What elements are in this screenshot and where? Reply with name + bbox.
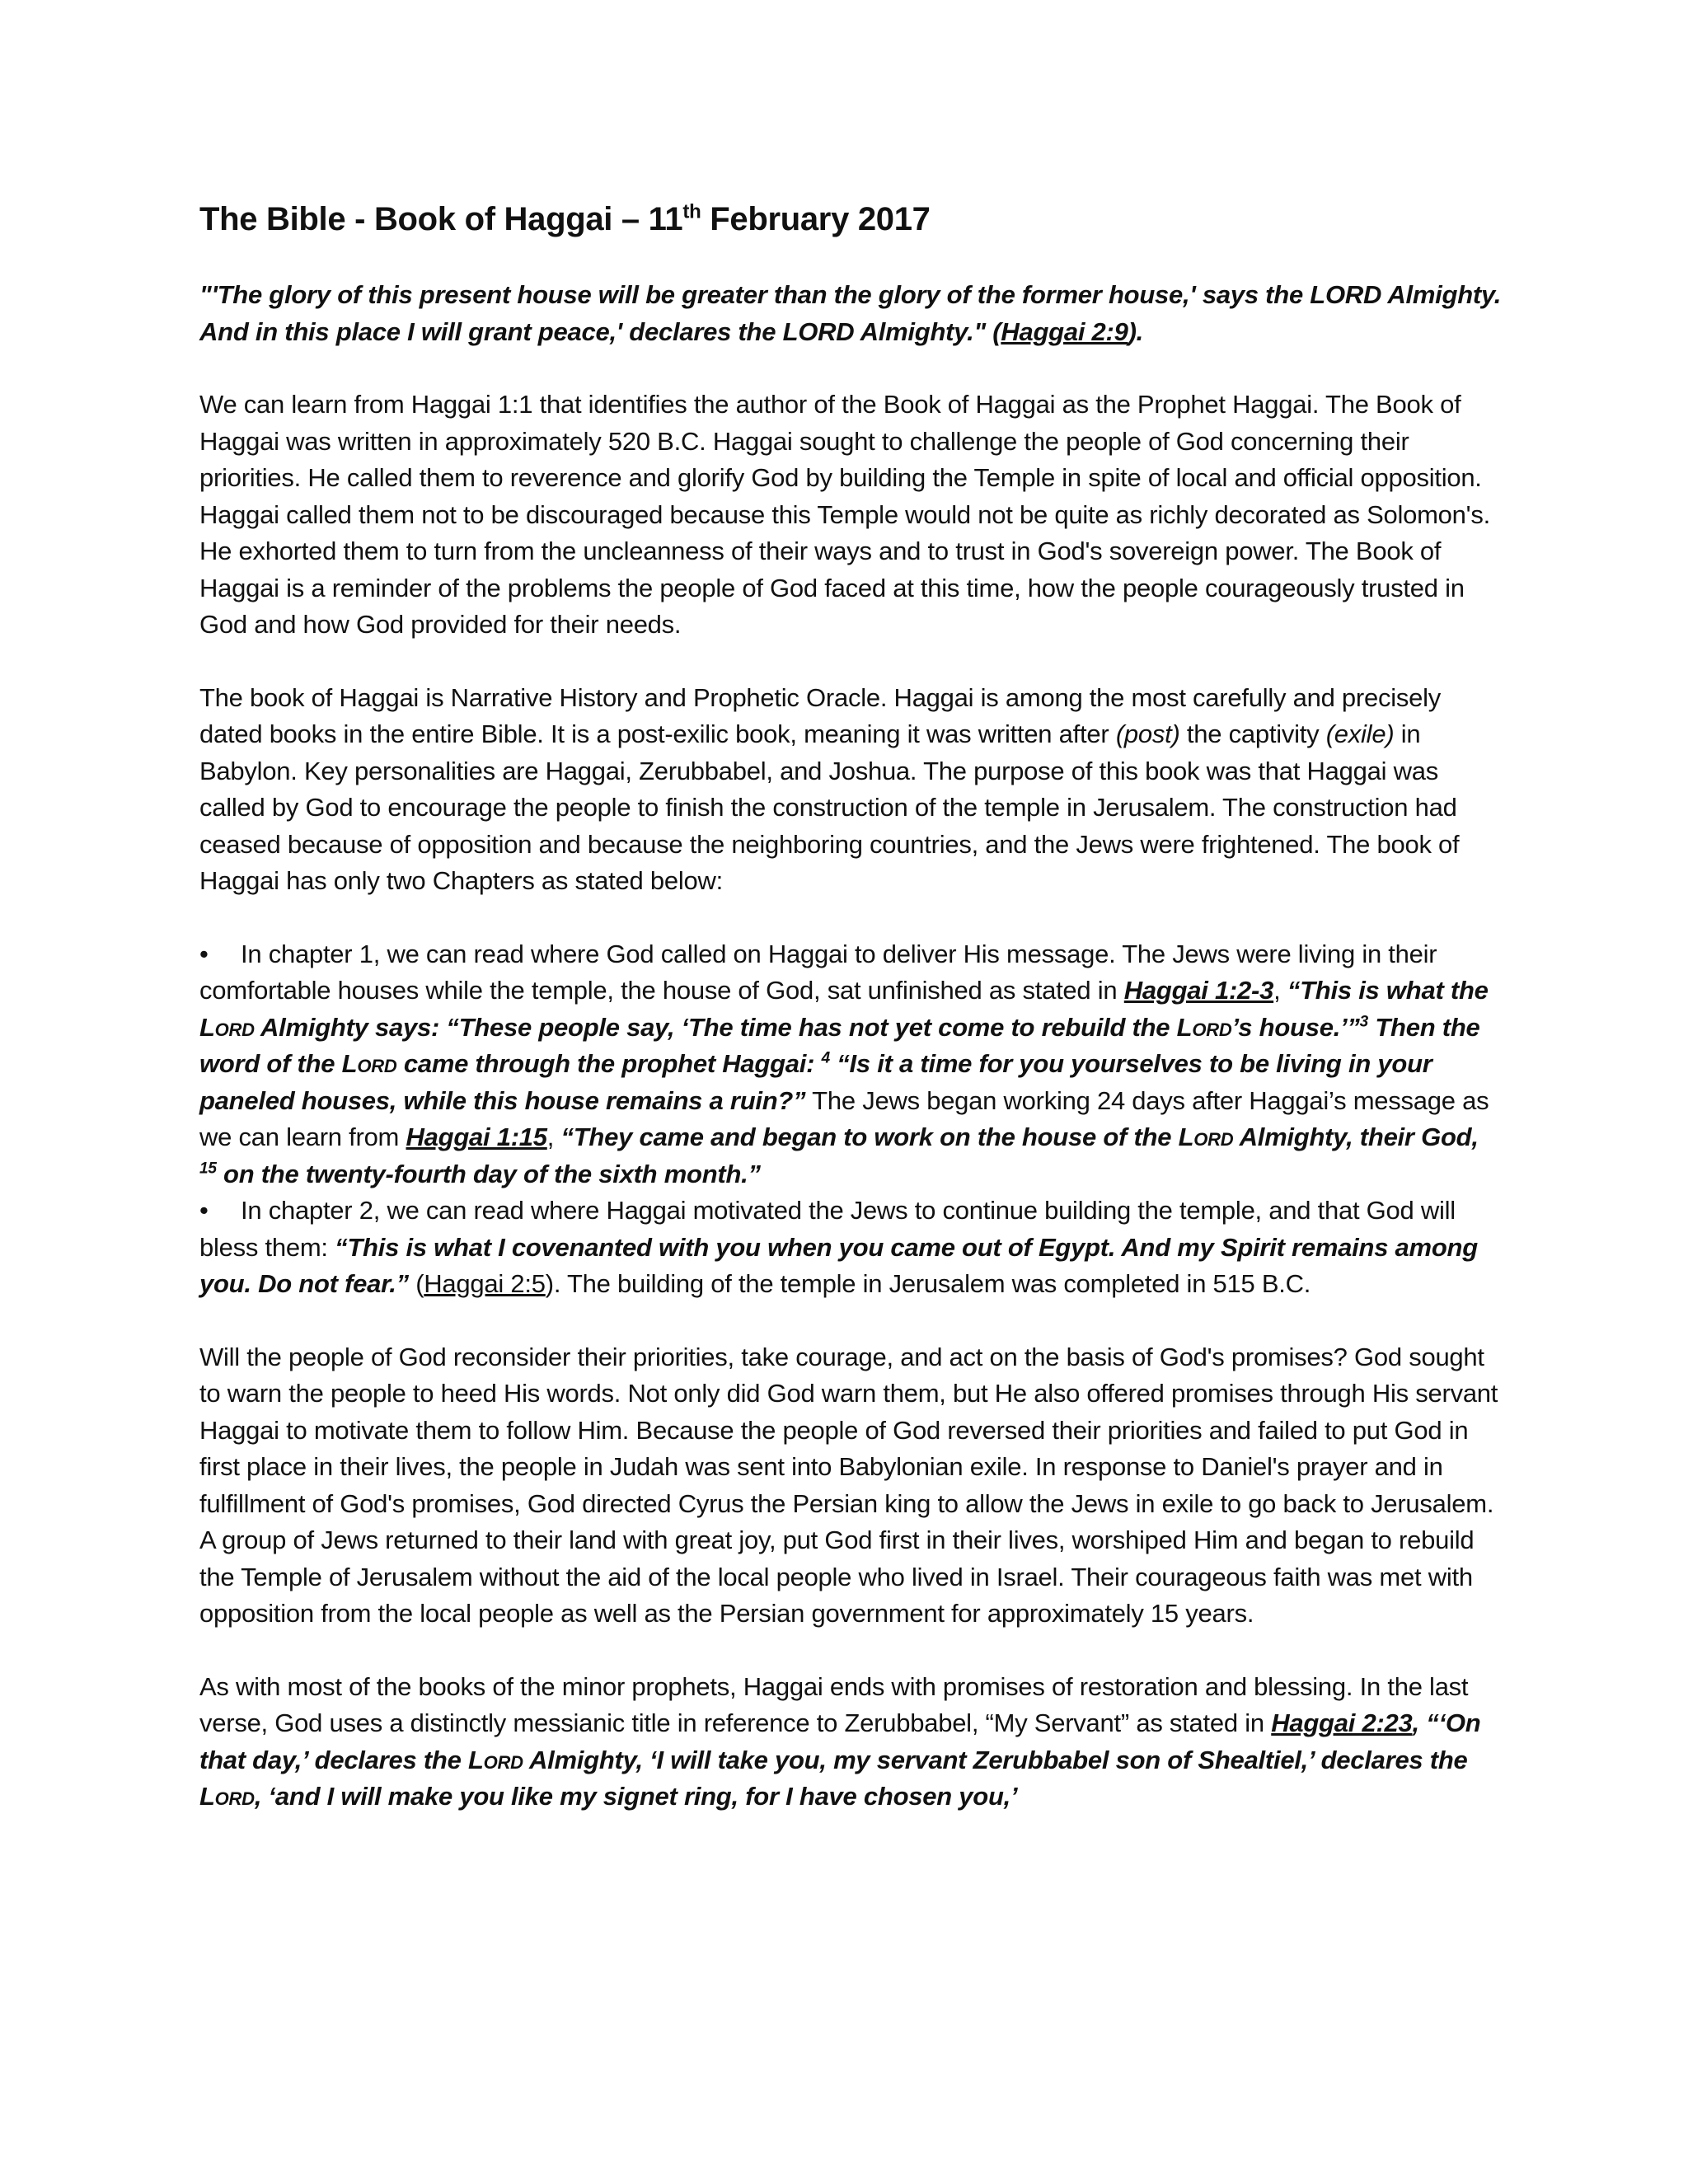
title-superscript: th — [682, 200, 701, 223]
bullet1-q1f: “Is it a time for you yourselves to be living in your paneled houses, while this house remains a ruin?” — [199, 1049, 1432, 1115]
lord-smallcaps: Lord — [1176, 1012, 1232, 1042]
para2-exile: (exile) — [1325, 719, 1395, 748]
bullet1-q2b: Almighty, their God, — [1233, 1122, 1479, 1151]
lord-smallcaps: Lord — [199, 1782, 255, 1811]
epigraph-quote — [199, 277, 1502, 350]
verse-number: 4 — [821, 1049, 830, 1067]
scripture-link[interactable]: Haggai 1:2-3 — [1123, 976, 1274, 1005]
bullet1-q2c: on the twenty-fourth day of the sixth month.” — [216, 1159, 761, 1188]
verse-number: 15 — [199, 1160, 217, 1178]
epigraph-end: ). — [1128, 316, 1144, 346]
paragraph-conclusion — [199, 1669, 1502, 1816]
bullet1-q1a: “This is what the — [1287, 976, 1489, 1005]
paragraph-priorities: Will the people of God reconsider their priorities, take courage, and act on the basis of God's promises? God sought to warn the people to heed His words. Not only did God warn them, but He also offered promises through His servant Haggai to motivate them to follow Him. Because the people of God reversed their priorities and failed to put God in first place in their lives, the people in Judah was sent into Babylonian exile. In response to Daniel's prayer and in fulfillment of God's promises, God directed Cyrus the Persian king to allow the Jews in exile to go back to Jerusalem. A group of Jews returned to their land with great joy, put God first in their lives, worshiped Him and began to rebuild the Temple of Jerusalem without the aid of the local people who lived in Israel. Their courageous faith was met with opposition from the local people as well as the Persian government for approximately 15 years. — [199, 1342, 1498, 1628]
paragraph-author: We can learn from Haggai 1:1 that identifies the author of the Book of Haggai as the Prophet Haggai. The Book of Haggai was written in approximately 520 B.C. Haggai sought to challenge the people of God concerning their priorities. He called them to reverence and glorify God by building the Temple in spite of local and official opposition. Haggai called them not to be discouraged because this Temple would not be quite as richly decorated as Solomon's. He exhorted them to turn from the uncleanness of their ways and to trust in God's sovereign power. The Book of Haggai is a reminder of the problems the people of God faced at this time, how the people courageously trusted in God and how God provided for their needs. — [199, 390, 1490, 639]
epigraph-text: "'The glory of this present house will be greater than the glory of the former house,' says the LORD Almighty. And in this place I will grant peace,' declares the LORD Almighty." ( — [199, 280, 1502, 346]
document-page — [199, 196, 1502, 1816]
bullet-dot: • — [199, 1196, 209, 1225]
scripture-link[interactable]: Haggai 1:15 — [406, 1122, 547, 1151]
para2-text-c: in Babylon. Key personalities are Haggai, Zerubbabel, and Joshua. The purpose of this book was that Haggai was called by God to encourage the people to finish the construction of the temple in Jerusalem. The construction had ceased because of opposition and because the neighboring countries, and the Jews were frightened. The book of Haggai has only two Chapters as stated below: — [199, 719, 1460, 895]
para4-q2: Almighty, ‘I will take you, my servant Zerubbabel son of Shealtiel,’ declares the — [523, 1745, 1468, 1774]
scripture-link[interactable]: Haggai 2:9 — [1001, 316, 1128, 346]
bullet1-comma: , — [1273, 976, 1287, 1005]
bullet1-q1e: came through the prophet Haggai: — [396, 1049, 822, 1078]
bullet-chapter-2 — [199, 1193, 1502, 1303]
lord-smallcaps: Lord — [341, 1049, 397, 1078]
bullet-dot: • — [199, 939, 209, 968]
verse-number: 3 — [1359, 1013, 1368, 1031]
paragraph-overview — [199, 680, 1502, 900]
bullet2-open: ( — [408, 1269, 424, 1298]
bullet2-text-b: ). The building of the temple in Jerusalem was completed in 515 B.C. — [545, 1269, 1311, 1298]
bullet1-q1c: ’s house.’” — [1231, 1012, 1360, 1042]
para4-comma: , — [1412, 1708, 1427, 1737]
bullet1-q1b: Almighty says: “These people say, ‘The time has not yet come to rebuild the — [254, 1012, 1177, 1042]
lord-smallcaps: Lord — [467, 1745, 523, 1774]
page-title — [199, 196, 1502, 242]
bullet1-comma2: , — [546, 1122, 561, 1151]
bullet1-text-b: The Jews began working 24 days after Haggai’s message as we can learn from — [199, 1085, 1489, 1151]
para4-q1: “‘On that day,’ declares the — [199, 1708, 1481, 1774]
bullet1-text-a: In chapter 1, we can read where God called on Haggai to deliver His message. The Jews were living in their comfortable houses while the temple, the house of God, sat unfinished as stated in — [199, 939, 1437, 1005]
title-date: February 2017 — [701, 201, 931, 237]
para4-text-a: As with most of the books of the minor prophets, Haggai ends with promises of restoration and blessing. In the last verse, God uses a distinctly messianic title in reference to Zerubbabel, “My Servant” as stated in — [199, 1671, 1469, 1737]
bullet2-quote: “This is what I covenanted with you when you came out of Egypt. And my Spirit remains among you. Do not fear.” — [199, 1232, 1478, 1298]
para2-text-a: The book of Haggai is Narrative History and Prophetic Oracle. Haggai is among the most carefully and precisely dated books in the entire Bible. It is a post-exilic book, meaning it was written after — [199, 682, 1442, 748]
para2-post: (post) — [1115, 719, 1180, 748]
bullet1-q1d: Then the word of the — [199, 1012, 1480, 1078]
para2-text-b: the captivity — [1179, 719, 1326, 748]
para4-q3: , ‘and I will make you like my signet ring, for I have chosen you,’ — [254, 1782, 1018, 1811]
scripture-link[interactable]: Haggai 2:5 — [424, 1269, 546, 1298]
lord-smallcaps: Lord — [199, 1012, 255, 1042]
scripture-link[interactable]: Haggai 2:23 — [1271, 1708, 1413, 1737]
bullet2-text-a: In chapter 2, we can read where Haggai motivated the Jews to continue building the temple, and that God will bless them: — [199, 1196, 1456, 1262]
lord-smallcaps: Lord — [1178, 1122, 1234, 1151]
title-text: The Bible - Book of Haggai – 11 — [199, 201, 683, 237]
bullet1-q2a: “They came and began to work on the house of the — [560, 1122, 1179, 1151]
bullet-chapter-1 — [199, 936, 1502, 1193]
